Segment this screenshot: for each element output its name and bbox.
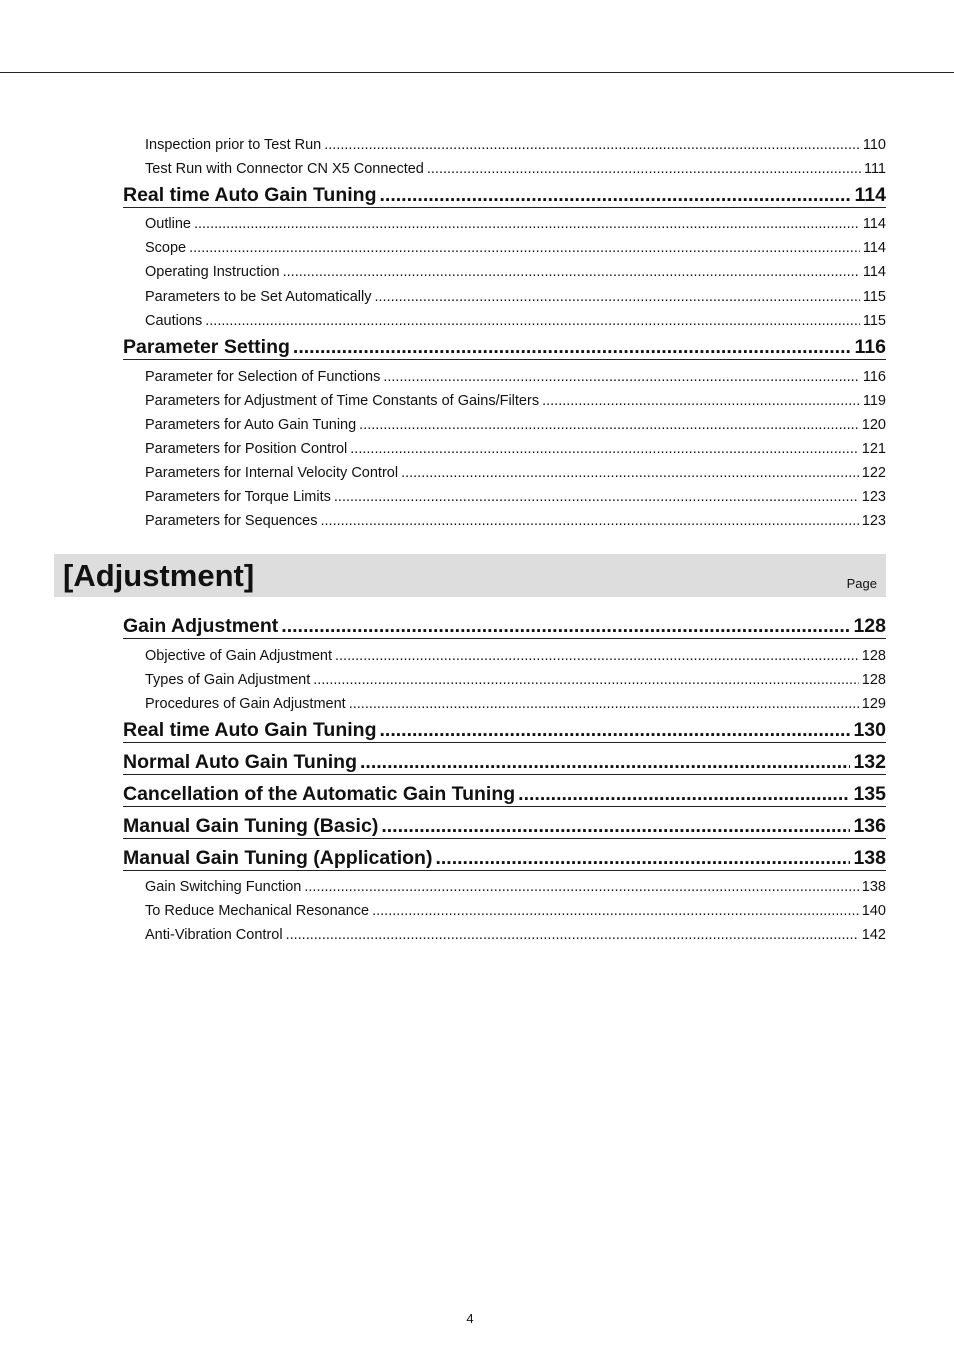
toc-entry-page: 128 (853, 615, 886, 637)
toc-entry-page: 115 (862, 313, 886, 329)
toc-entry-title: Gain Adjustment (123, 615, 279, 637)
toc-leader-dots (205, 313, 860, 329)
toc-sub-entry[interactable] (145, 923, 886, 943)
toc-entry-page: 135 (853, 783, 886, 805)
toc-entry-page: 129 (861, 696, 886, 712)
toc-leader-dots (427, 161, 861, 177)
toc-entry-page: 120 (861, 417, 886, 433)
toc-leader-dots (380, 719, 851, 742)
page-column-label: Page (846, 576, 877, 591)
toc-main-entry[interactable] (123, 717, 886, 743)
toc-entry-title: Inspection prior to Test Run (145, 137, 322, 153)
toc-main-entry[interactable] (123, 182, 886, 208)
toc-leader-dots (380, 184, 852, 207)
toc-entry-title: Objective of Gain Adjustment (145, 648, 332, 664)
toc-leader-dots (335, 648, 859, 664)
toc-sub-entry[interactable] (145, 212, 886, 232)
toc-entry-page: 138 (853, 847, 886, 869)
toc-entry-title: Parameters for Internal Velocity Control (145, 465, 399, 481)
toc-entry-title: Parameter Setting (123, 336, 290, 358)
toc-sub-entry[interactable] (145, 133, 886, 153)
toc-entry-page: 115 (862, 289, 886, 305)
toc-main-entry[interactable] (123, 845, 886, 871)
toc-entry-page: 119 (862, 393, 886, 409)
toc-sub-entry[interactable] (145, 309, 886, 329)
toc-sub-entry[interactable] (145, 437, 886, 457)
toc-main-entry[interactable] (123, 749, 886, 775)
toc-entry-page: 114 (862, 216, 886, 232)
toc-entry-title: Parameters for Sequences (145, 513, 318, 529)
toc-leader-dots (383, 369, 860, 385)
toc-entry-title: Parameters for Position Control (145, 441, 348, 457)
toc-entry-page: 110 (862, 137, 886, 153)
toc-entry-title: Parameters for Torque Limits (145, 489, 331, 505)
toc-entry-page: 130 (853, 719, 886, 741)
toc-entry-page: 114 (854, 184, 886, 206)
toc-sub-entry[interactable] (145, 157, 886, 177)
toc-leader-dots (401, 465, 859, 481)
toc-entry-title: Manual Gain Tuning (Application) (123, 847, 433, 869)
toc-entry-title: Manual Gain Tuning (Basic) (123, 815, 379, 837)
toc-sub-entry[interactable] (145, 413, 886, 433)
toc-entry-title: Parameters to be Set Automatically (145, 289, 372, 305)
toc-leader-dots (350, 441, 859, 457)
toc-entry-title: Outline (145, 216, 191, 232)
toc-entry-title: Test Run with Connector CN X5 Connected (145, 161, 424, 177)
toc-leader-dots (304, 879, 858, 895)
toc-leader-dots (359, 417, 859, 433)
toc-leader-dots (435, 847, 850, 870)
toc-sub-entry[interactable] (145, 509, 886, 529)
toc-leader-dots (189, 240, 860, 256)
toc-sub-entry[interactable] (145, 668, 886, 688)
toc-leader-dots (349, 696, 859, 712)
toc-main-entry[interactable] (123, 813, 886, 839)
toc-entry-page: 122 (861, 465, 886, 481)
toc-leader-dots (381, 815, 850, 838)
toc-entry-title: Procedures of Gain Adjustment (145, 696, 346, 712)
toc-sub-entry[interactable] (145, 899, 886, 919)
toc-entry-page: 114 (862, 240, 886, 256)
toc-entry-title: Normal Auto Gain Tuning (123, 751, 357, 773)
toc-entry-page: 116 (862, 369, 886, 385)
toc-leader-dots (372, 903, 859, 919)
toc-entry-page: 123 (861, 513, 886, 529)
toc-entry-page: 140 (861, 903, 886, 919)
toc-entry-page: 121 (861, 441, 886, 457)
toc-main-entry[interactable] (123, 613, 886, 639)
toc-entry-title: Parameters for Auto Gain Tuning (145, 417, 357, 433)
page-number: 4 (466, 1311, 474, 1326)
toc-entry-page: 114 (862, 264, 886, 280)
toc-leader-dots (324, 137, 860, 153)
section-header-band (54, 554, 886, 597)
toc-entry-page: 116 (854, 336, 886, 358)
toc-sub-entry[interactable] (145, 875, 886, 895)
toc-entry-page: 142 (861, 927, 886, 943)
toc-sub-entry[interactable] (145, 285, 886, 305)
toc-sub-entry[interactable] (145, 461, 886, 481)
toc-entry-title: Gain Switching Function (145, 879, 302, 895)
toc-entry-page: 136 (853, 815, 886, 837)
toc-entry-title: Cautions (145, 313, 203, 329)
toc-leader-dots (281, 615, 850, 638)
toc-entry-page: 138 (861, 879, 886, 895)
toc-entry-title: Cancellation of the Automatic Gain Tuning (123, 783, 516, 805)
toc-sub-entry[interactable] (145, 236, 886, 256)
toc-leader-dots (518, 783, 850, 806)
toc-entry-title: Scope (145, 240, 187, 256)
toc-entry-title: Real time Auto Gain Tuning (123, 184, 377, 206)
toc-leader-dots (542, 393, 860, 409)
toc-entry-page: 123 (861, 489, 886, 505)
header-rule (0, 72, 954, 73)
toc-leader-dots (320, 513, 858, 529)
toc-leader-dots (293, 336, 852, 359)
toc-sub-entry[interactable] (145, 365, 886, 385)
toc-sub-entry[interactable] (145, 644, 886, 664)
toc-entry-title: Real time Auto Gain Tuning (123, 719, 377, 741)
toc-entry-page: 132 (853, 751, 886, 773)
toc-leader-dots (283, 264, 860, 280)
toc-entry-title: Operating Instruction (145, 264, 280, 280)
toc-sub-entry[interactable] (145, 485, 886, 505)
toc-sub-entry[interactable] (145, 692, 886, 712)
toc-entry-page: 128 (861, 648, 886, 664)
toc-entry-title: Anti-Vibration Control (145, 927, 283, 943)
toc-sub-entry[interactable] (145, 260, 886, 280)
toc-entry-title: Types of Gain Adjustment (145, 672, 311, 688)
toc-leader-dots (334, 489, 859, 505)
toc-main-entry[interactable] (123, 334, 886, 360)
toc-leader-dots (374, 289, 859, 305)
toc-entry-title: Parameters for Adjustment of Time Constants of Gains/Filters (145, 393, 540, 409)
toc-leader-dots (194, 216, 860, 232)
toc-entry-title: To Reduce Mechanical Resonance (145, 903, 370, 919)
section-title: [Adjustment] (63, 558, 255, 593)
toc-entry-title: Parameter for Selection of Functions (145, 369, 381, 385)
toc-entry-page: 111 (863, 161, 886, 177)
toc-sub-entry[interactable] (145, 389, 886, 409)
toc-leader-dots (286, 927, 859, 943)
toc-main-entry[interactable] (123, 781, 886, 807)
toc-entry-page: 128 (861, 672, 886, 688)
toc-leader-dots (360, 751, 850, 774)
toc-leader-dots (313, 672, 859, 688)
